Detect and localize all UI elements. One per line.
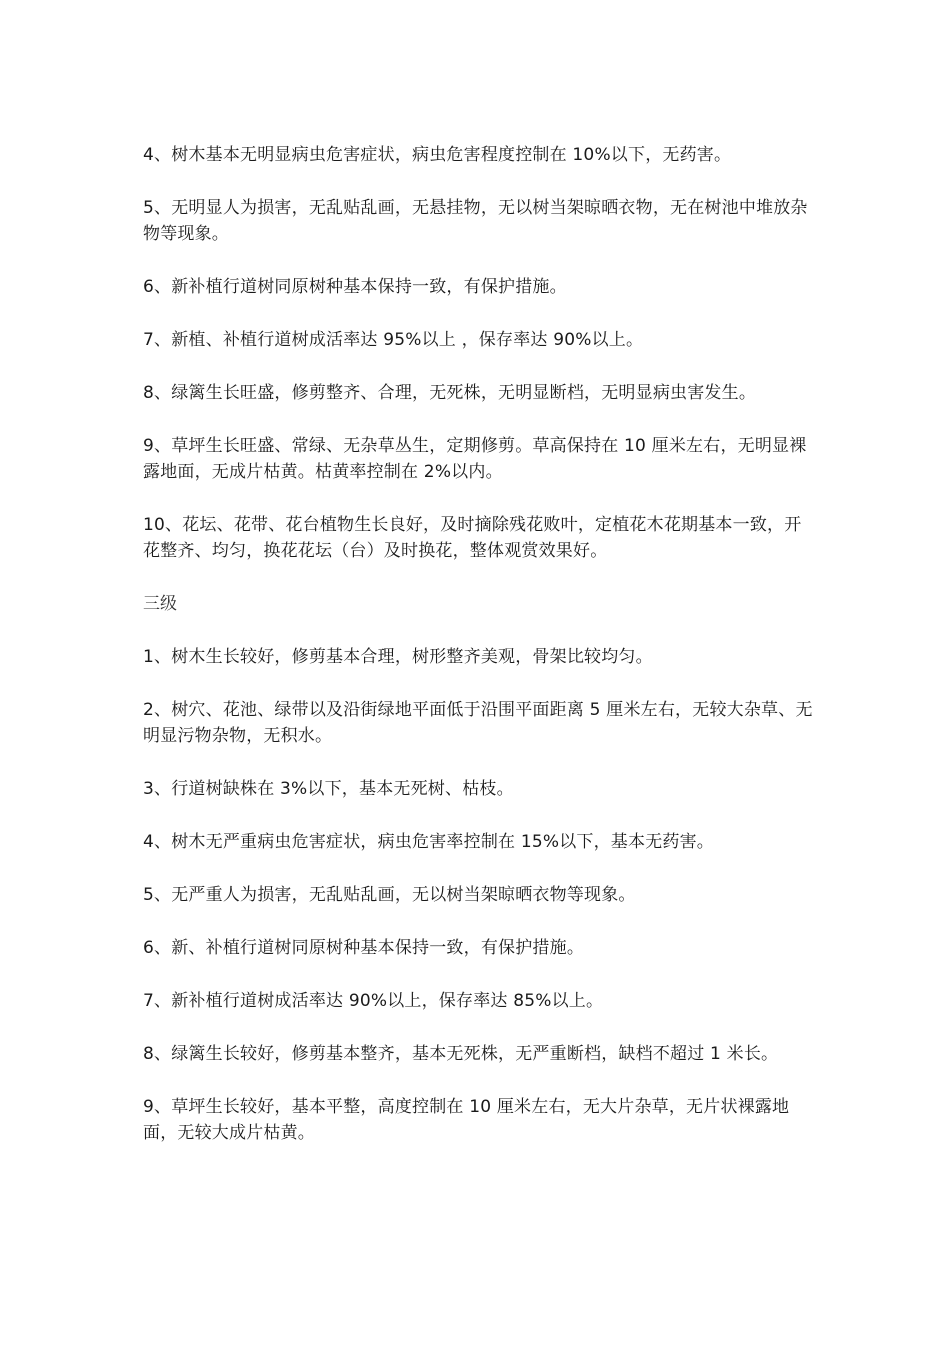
document-body: [143, 142, 813, 1173]
list-item: 7、新补植行道树成活率达 90%以上，保存率达 85%以上。: [143, 991, 604, 1011]
list-item: 9、草坪生长较好，基本平整，高度控制在 10 厘米左右，无大片杂草，无片状裸露地面，无较大成片枯黄。: [143, 1097, 790, 1143]
list-item: 6、新、补植行道树同原树种基本保持一致，有保护措施。: [143, 938, 585, 958]
list-item: 9、草坪生长旺盛、常绿、无杂草丛生，定期修剪。草高保持在 10 厘米左右，无明显裸露地面，无成片枯黄。枯黄率控制在 2%以内。: [143, 436, 807, 482]
list-item: 8、绿篱生长较好，修剪基本整齐，基本无死株，无严重断档，缺档不超过 1 米长。: [143, 1044, 779, 1064]
list-item: 4、树木无严重病虫危害症状，病虫危害率控制在 15%以下，基本无药害。: [143, 832, 715, 852]
list-item: 8、绿篱生长旺盛，修剪整齐、合理，无死株，无明显断档，无明显病虫害发生。: [143, 383, 757, 403]
section-heading: 三级: [143, 594, 177, 614]
list-item: 5、无严重人为损害，无乱贴乱画，无以树当架晾晒衣物等现象。: [143, 885, 636, 905]
list-item: 4、树木基本无明显病虫危害症状，病虫危害程度控制在 10%以下，无药害。: [143, 145, 732, 165]
list-item: 6、新补植行道树同原树种基本保持一致，有保护措施。: [143, 277, 567, 297]
list-item: 5、无明显人为损害，无乱贴乱画，无悬挂物，无以树当架晾晒衣物，无在树池中堆放杂物等现象。: [143, 198, 808, 244]
list-item: 2、树穴、花池、绿带以及沿街绿地平面低于沿围平面距离 5 厘米左右，无较大杂草、无明显污物杂物，无积水。: [143, 700, 813, 746]
list-item: 1、树木生长较好，修剪基本合理，树形整齐美观，骨架比较均匀。: [143, 647, 653, 667]
list-item: 10、花坛、花带、花台植物生长良好，及时摘除残花败叶，定植花木花期基本一致，开花整齐、均匀，换花花坛（台）及时换花，整体观赏效果好。: [143, 515, 802, 561]
list-item: 3、行道树缺株在 3%以下，基本无死树、枯枝。: [143, 779, 514, 799]
list-item: 7、新植、补植行道树成活率达 95%以上 ，保存率达 90%以上。: [143, 330, 644, 350]
